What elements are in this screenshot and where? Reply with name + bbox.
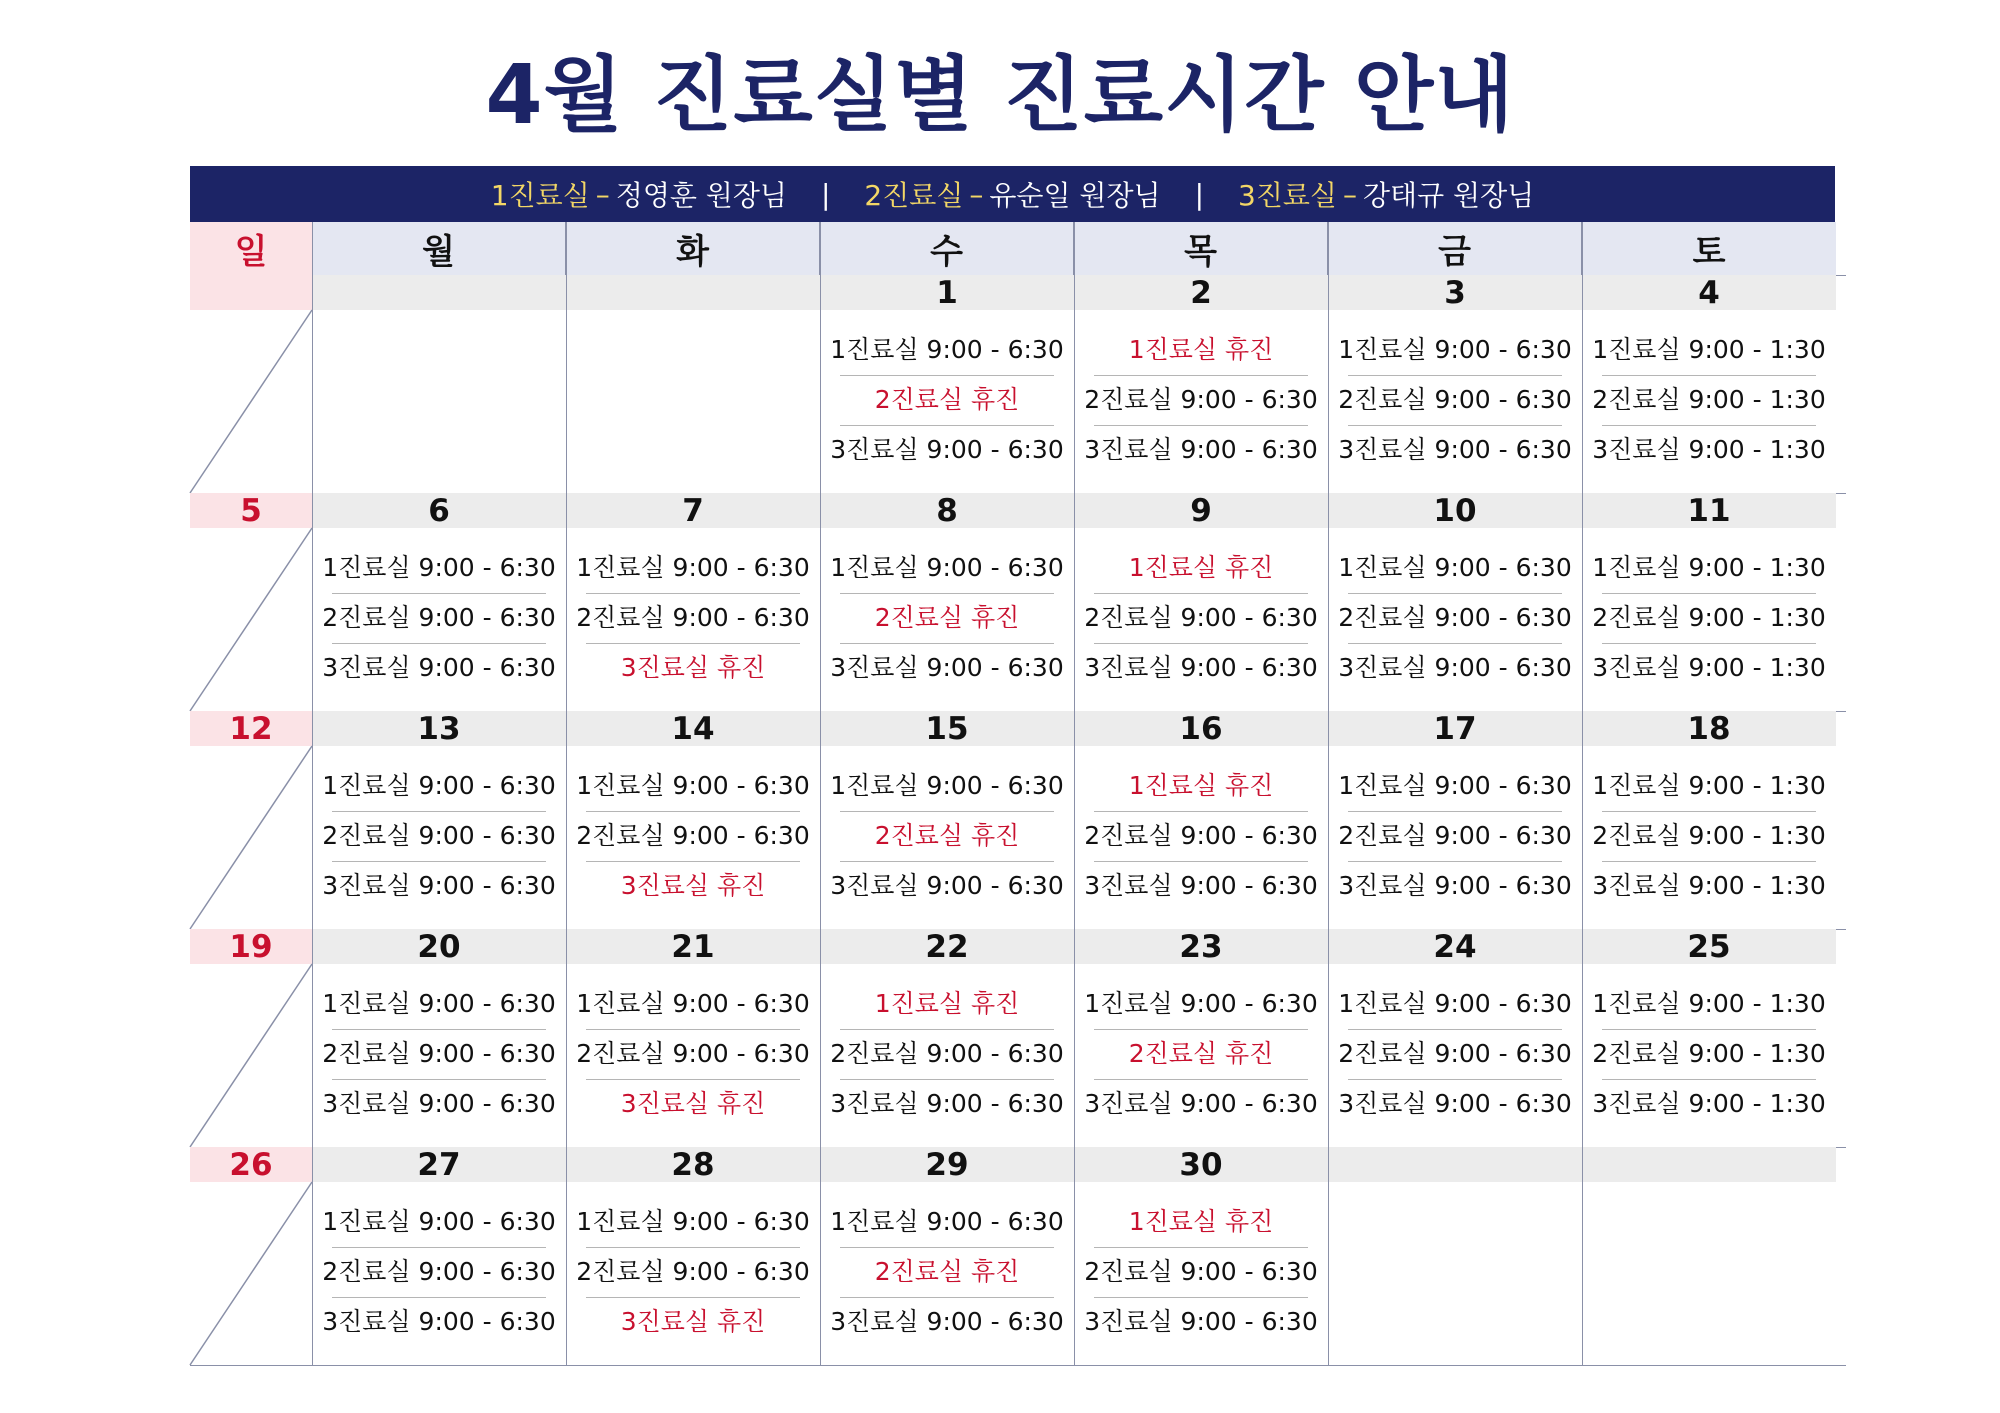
sunday-closed-slash: [190, 1182, 312, 1365]
day-date: 6: [312, 493, 566, 528]
schedule-hours: 3진료실 9:00 - 1:30: [1582, 425, 1836, 475]
schedule-hours: 2진료실 9:00 - 6:30: [1328, 811, 1582, 861]
weekday-header: 화: [566, 222, 820, 275]
schedule-hours: 1진료실 9:00 - 6:30: [830, 1207, 1064, 1236]
day-schedule: [1328, 979, 1582, 1129]
day-schedule: [566, 1197, 820, 1347]
day-date: 17: [1328, 711, 1582, 746]
day-schedule: [820, 761, 1074, 911]
day-date: [566, 275, 820, 310]
banner-room-3: 3진료실: [1238, 179, 1337, 212]
day-date: 4: [1582, 275, 1836, 310]
schedule-hours: 1진료실 9:00 - 6:30: [322, 1207, 556, 1236]
schedule-closed: 2진료실 휴진: [820, 1247, 1074, 1297]
schedule-hours: 2진료실 9:00 - 6:30: [1074, 375, 1328, 425]
day-date: 2: [1074, 275, 1328, 310]
schedule-hours: 1진료실 9:00 - 6:30: [830, 553, 1064, 582]
day-date: 3: [1328, 275, 1582, 310]
schedule-hours: 2진료실 9:00 - 6:30: [820, 1029, 1074, 1079]
schedule-hours: 3진료실 9:00 - 1:30: [1582, 643, 1836, 693]
day-schedule: [1074, 1197, 1328, 1347]
schedule-hours: 3진료실 9:00 - 6:30: [312, 1297, 566, 1347]
day-date: 14: [566, 711, 820, 746]
schedule-hours: 1진료실 9:00 - 6:30: [1338, 989, 1572, 1018]
day-schedule: [312, 761, 566, 911]
day-schedule: [820, 979, 1074, 1129]
day-schedule: [1582, 325, 1836, 475]
schedule-hours: 1진료실 9:00 - 6:30: [322, 989, 556, 1018]
day-schedule: [312, 1197, 566, 1347]
sunday-closed-slash: [190, 964, 312, 1147]
schedule-closed: 2진료실 휴진: [820, 375, 1074, 425]
schedule-hours: 2진료실 9:00 - 6:30: [566, 593, 820, 643]
doctor-banner: [190, 166, 1835, 222]
day-date: 13: [312, 711, 566, 746]
day-schedule: [820, 325, 1074, 475]
schedule-hours: 3진료실 9:00 - 6:30: [820, 1297, 1074, 1347]
schedule-closed: 1진료실 휴진: [1128, 1207, 1274, 1236]
day-date: 16: [1074, 711, 1328, 746]
banner-doctor-2: 유순일 원장님: [989, 179, 1161, 212]
day-schedule: [312, 979, 566, 1129]
schedule-hours: 2진료실 9:00 - 6:30: [1074, 811, 1328, 861]
schedule-hours: 2진료실 9:00 - 6:30: [1328, 375, 1582, 425]
sunday-date: 5: [190, 493, 312, 528]
schedule-closed: 3진료실 휴진: [566, 861, 820, 911]
schedule-hours: 1진료실 9:00 - 6:30: [576, 989, 810, 1018]
schedule-hours: 3진료실 9:00 - 1:30: [1582, 861, 1836, 911]
schedule-hours: 1진료실 9:00 - 6:30: [576, 553, 810, 582]
schedule-closed: 2진료실 휴진: [820, 593, 1074, 643]
sunday-closed-slash: [190, 310, 312, 493]
weekday-header: 토: [1582, 222, 1836, 275]
schedule-hours: 1진료실 9:00 - 6:30: [1338, 335, 1572, 364]
day-schedule: [1074, 543, 1328, 693]
banner-dash: –: [969, 177, 984, 211]
banner-doctor-1: 정영훈 원장님: [615, 179, 787, 212]
schedule-hours: 1진료실 9:00 - 6:30: [1084, 989, 1318, 1018]
slash-line: [190, 746, 312, 929]
sunday-date: 12: [190, 711, 312, 746]
sunday-date: 19: [190, 929, 312, 964]
banner-separator: |: [1194, 177, 1205, 211]
day-date: [1328, 1147, 1582, 1182]
day-date: 10: [1328, 493, 1582, 528]
weekday-header: 월: [312, 222, 566, 275]
banner-separator: |: [820, 177, 831, 211]
day-date: 28: [566, 1147, 820, 1182]
day-date: [312, 275, 566, 310]
schedule-hours: 1진료실 9:00 - 6:30: [830, 771, 1064, 800]
column-divider: [1328, 222, 1329, 1365]
schedule-hours: 3진료실 9:00 - 6:30: [1328, 1079, 1582, 1129]
day-schedule: [566, 543, 820, 693]
schedule-hours: 2진료실 9:00 - 1:30: [1582, 593, 1836, 643]
sunday-closed-slash: [190, 528, 312, 711]
day-schedule: [1582, 979, 1836, 1129]
schedule-hours: 3진료실 9:00 - 6:30: [1328, 425, 1582, 475]
slash-line: [190, 528, 312, 711]
sunday-date: [190, 275, 312, 310]
schedule-hours: 3진료실 9:00 - 6:30: [312, 1079, 566, 1129]
schedule-hours: 3진료실 9:00 - 6:30: [1074, 1297, 1328, 1347]
schedule-closed: 1진료실 휴진: [1128, 335, 1274, 364]
schedule-hours: 1진료실 9:00 - 1:30: [1592, 989, 1826, 1018]
day-schedule: [1328, 543, 1582, 693]
schedule-hours: 1진료실 9:00 - 6:30: [576, 1207, 810, 1236]
slash-line: [190, 310, 312, 493]
day-date: 11: [1582, 493, 1836, 528]
schedule-hours: 1진료실 9:00 - 6:30: [1338, 553, 1572, 582]
day-date: 23: [1074, 929, 1328, 964]
schedule-hours: 3진료실 9:00 - 6:30: [1074, 643, 1328, 693]
schedule-hours: 2진료실 9:00 - 6:30: [312, 1247, 566, 1297]
schedule-hours: 3진료실 9:00 - 6:30: [1074, 861, 1328, 911]
schedule-hours: 3진료실 9:00 - 6:30: [820, 1079, 1074, 1129]
banner-doctor-3: 강태규 원장님: [1362, 179, 1535, 212]
day-schedule: [820, 1197, 1074, 1347]
day-date: 20: [312, 929, 566, 964]
day-date: 22: [820, 929, 1074, 964]
day-schedule: [312, 543, 566, 693]
day-date: 8: [820, 493, 1074, 528]
schedule-hours: 3진료실 9:00 - 6:30: [820, 425, 1074, 475]
schedule-hours: 3진료실 9:00 - 6:30: [820, 861, 1074, 911]
day-schedule: [566, 761, 820, 911]
day-date: 7: [566, 493, 820, 528]
banner-dash: –: [595, 177, 610, 211]
schedule-hours: 2진료실 9:00 - 6:30: [312, 593, 566, 643]
day-date: 29: [820, 1147, 1074, 1182]
schedule-hours: 2진료실 9:00 - 1:30: [1582, 1029, 1836, 1079]
day-schedule: [1074, 761, 1328, 911]
schedule-closed: 2진료실 휴진: [1074, 1029, 1328, 1079]
day-date: 30: [1074, 1147, 1328, 1182]
weekday-header-sunday: 일: [190, 222, 312, 275]
schedule-hours: 1진료실 9:00 - 6:30: [1338, 771, 1572, 800]
schedule-hours: 1진료실 9:00 - 1:30: [1592, 335, 1826, 364]
weekday-header: 수: [820, 222, 1074, 275]
schedule-hours: 2진료실 9:00 - 6:30: [1074, 593, 1328, 643]
schedule-hours: 2진료실 9:00 - 6:30: [312, 811, 566, 861]
schedule-closed: 3진료실 휴진: [566, 1079, 820, 1129]
day-date: 24: [1328, 929, 1582, 964]
schedule-hours: 1진료실 9:00 - 6:30: [322, 771, 556, 800]
sunday-date: 26: [190, 1147, 312, 1182]
slash-line: [190, 1182, 312, 1365]
schedule-closed: 3진료실 휴진: [566, 643, 820, 693]
schedule-hours: 2진료실 9:00 - 6:30: [312, 1029, 566, 1079]
day-schedule: [1074, 325, 1328, 475]
schedule-hours: 2진료실 9:00 - 6:30: [1074, 1247, 1328, 1297]
schedule-hours: 2진료실 9:00 - 1:30: [1582, 375, 1836, 425]
weekday-header: 금: [1328, 222, 1582, 275]
day-date: 9: [1074, 493, 1328, 528]
schedule-hours: 2진료실 9:00 - 1:30: [1582, 811, 1836, 861]
day-date: 27: [312, 1147, 566, 1182]
schedule-hours: 3진료실 9:00 - 6:30: [820, 643, 1074, 693]
column-divider: [820, 222, 821, 1365]
schedule-hours: 3진료실 9:00 - 6:30: [312, 643, 566, 693]
day-schedule: [1582, 543, 1836, 693]
banner-room-2: 2진료실: [864, 179, 964, 212]
column-divider: [566, 222, 567, 1365]
schedule-hours: 2진료실 9:00 - 6:30: [566, 1029, 820, 1079]
day-date: 25: [1582, 929, 1836, 964]
column-divider: [1582, 222, 1583, 1365]
day-date: 18: [1582, 711, 1836, 746]
schedule-hours: 2진료실 9:00 - 6:30: [566, 1247, 820, 1297]
page-title: 4월 진료실별 진료시간 안내: [485, 48, 1515, 143]
schedule-hours: 3진료실 9:00 - 6:30: [312, 861, 566, 911]
column-divider: [312, 222, 313, 1365]
slash-line: [190, 964, 312, 1147]
day-schedule: [1074, 979, 1328, 1129]
banner-room-1: 1진료실: [490, 179, 590, 212]
schedule-hours: 3진료실 9:00 - 6:30: [1074, 425, 1328, 475]
schedule-closed: 2진료실 휴진: [820, 811, 1074, 861]
schedule-hours: 3진료실 9:00 - 1:30: [1582, 1079, 1836, 1129]
day-date: [1582, 1147, 1836, 1182]
day-date: 21: [566, 929, 820, 964]
sunday-closed-slash: [190, 746, 312, 929]
day-date: 15: [820, 711, 1074, 746]
schedule-closed: 3진료실 휴진: [566, 1297, 820, 1347]
weekday-header: 목: [1074, 222, 1328, 275]
day-schedule: [820, 543, 1074, 693]
schedule-hours: 3진료실 9:00 - 6:30: [1074, 1079, 1328, 1129]
schedule-hours: 2진료실 9:00 - 6:30: [566, 811, 820, 861]
day-date: 1: [820, 275, 1074, 310]
schedule-hours: 1진료실 9:00 - 1:30: [1592, 771, 1826, 800]
schedule-closed: 1진료실 휴진: [874, 989, 1020, 1018]
schedule-hours: 1진료실 9:00 - 6:30: [830, 335, 1064, 364]
schedule-hours: 1진료실 9:00 - 6:30: [576, 771, 810, 800]
day-schedule: [1328, 325, 1582, 475]
day-schedule: [1582, 761, 1836, 911]
day-schedule: [566, 979, 820, 1129]
grid-bottom-line: [190, 1365, 1846, 1366]
schedule-hours: 1진료실 9:00 - 6:30: [322, 553, 556, 582]
day-schedule: [1328, 761, 1582, 911]
schedule-hours: 2진료실 9:00 - 6:30: [1328, 593, 1582, 643]
schedule-closed: 1진료실 휴진: [1128, 771, 1274, 800]
schedule-hours: 2진료실 9:00 - 6:30: [1328, 1029, 1582, 1079]
schedule-closed: 1진료실 휴진: [1128, 553, 1274, 582]
schedule-hours: 1진료실 9:00 - 1:30: [1592, 553, 1826, 582]
column-divider: [1074, 222, 1075, 1365]
schedule-hours: 3진료실 9:00 - 6:30: [1328, 861, 1582, 911]
schedule-hours: 3진료실 9:00 - 6:30: [1328, 643, 1582, 693]
banner-dash: –: [1342, 177, 1357, 211]
